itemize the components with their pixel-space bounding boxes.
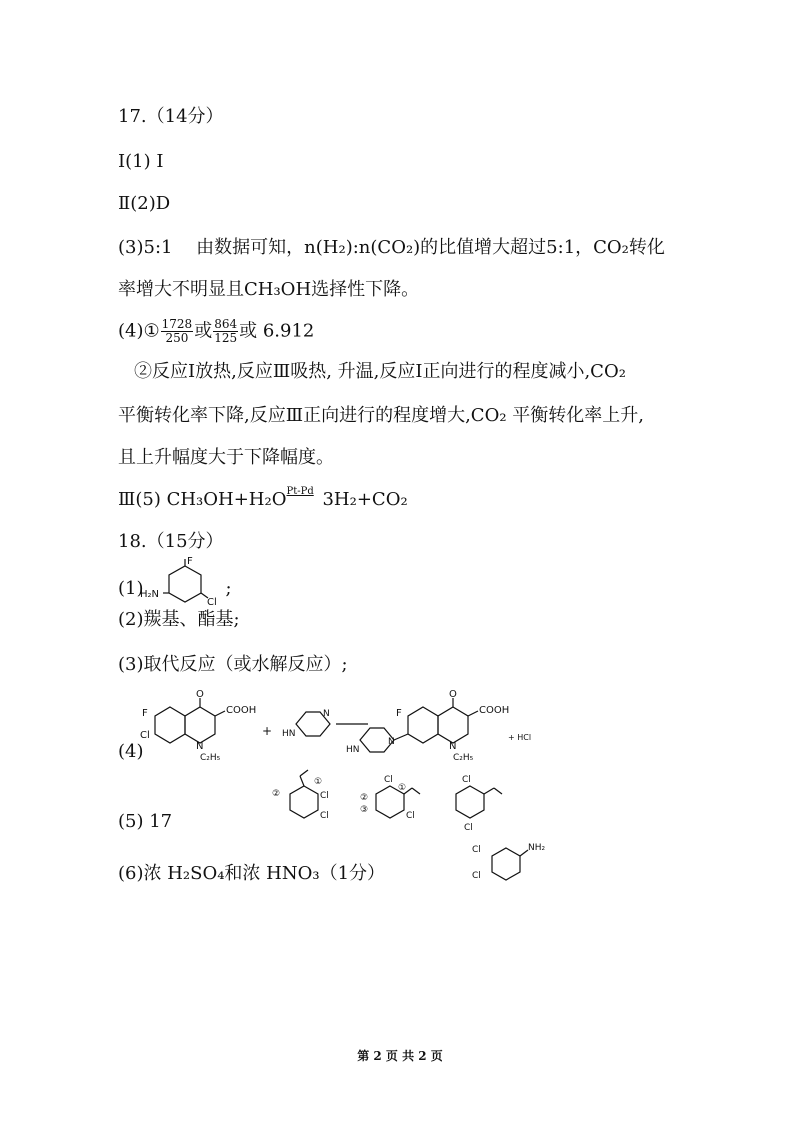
fluoro-label: F (187, 556, 193, 567)
catalyst-label: Pt-Pd (286, 486, 314, 497)
q18-answer-3: (3)取代反应（或水解反应）; (118, 654, 348, 675)
isomer-a-chloro-1: Cl (320, 791, 329, 801)
isomer-c-chloro-1: Cl (462, 775, 471, 785)
isomer-b-circle-1: ① (398, 783, 407, 793)
q18-answer-2: (2)羰基、酯基; (118, 609, 240, 630)
chloro-label: Cl (140, 730, 150, 741)
q17-answer-4b-line1: ②反应Ⅰ放热,反应Ⅲ吸热, 升温,反应Ⅰ正向进行的程度减小,CO₂ (134, 361, 626, 382)
structure-3-chloro-4-fluoroaniline (140, 558, 240, 606)
q18-answer-5: (5) 17 (118, 811, 173, 832)
isomer-b-circle-3: ③ (360, 805, 369, 815)
structure-3-4-dichloroaniline (468, 838, 558, 890)
product-oxo-label: O (449, 689, 457, 700)
product-piperazine-hn-label: HN (346, 745, 360, 755)
hcl-byproduct: + HCl (508, 733, 532, 742)
fraction-numerator: 1728 (161, 317, 193, 331)
q17-answer-3-line1: (3)5:1 由数据可知，n(H₂):n(CO₂)的比值增大超过5:1，CO₂转化 (118, 237, 665, 258)
isomer-c-chloro-2: Cl (464, 823, 473, 833)
circle-2-label: ② (272, 789, 281, 799)
fraction-1728-250 (161, 318, 194, 345)
piperazine-nh-label: N (323, 709, 330, 719)
chloro-label-2: Cl (472, 871, 481, 881)
q17-answer-4b-line2: 平衡转化率下降,反应Ⅲ正向进行的程度增大,CO₂ 平衡转化率上升, (118, 405, 644, 426)
product-ethyl-label: C₂H₅ (453, 753, 474, 763)
q18-answer-4: (4) (118, 741, 144, 762)
circle-1-label: ① (314, 777, 323, 787)
product-piperazine-n-label: N (388, 737, 395, 747)
q17-answer-5 (118, 488, 408, 512)
reaction-arrow (286, 488, 322, 512)
reaction-scheme-4 (140, 689, 550, 763)
equation-reactants: Ⅲ(5) CH₃OH+H₂O (118, 489, 287, 510)
q17-answer-2: Ⅱ(2)D (118, 193, 171, 214)
q17-answer-4-prefix: (4)① (118, 320, 160, 342)
plus-sign: + (262, 724, 273, 738)
chloro-label: Cl (207, 597, 217, 608)
amino-label: H₂N (140, 589, 160, 600)
piperazine-hn-label: HN (282, 729, 296, 739)
q18-header: 18.（15分） (118, 531, 224, 552)
q18-answer-1-prefix: (1) (118, 578, 144, 599)
amino-label: NH₂ (528, 843, 546, 853)
isomer-structures (262, 770, 522, 834)
q17-answer-3-line2: 率增大不明显且CH₃OH选择性下降。 (118, 279, 420, 300)
q18-answer-6: (6)浓 H₂SO₄和浓 HNO₃（1分） (118, 863, 386, 884)
ring-nitrogen-label: N (196, 741, 204, 752)
isomer-a-chloro-2: Cl (320, 811, 329, 821)
product-carboxyl-label: COOH (479, 705, 510, 716)
fraction-864-125 (213, 318, 238, 345)
isomer-b-circle-2: ② (360, 793, 369, 803)
fraction-denominator: 125 (214, 331, 238, 345)
q18-answer-1-suffix: ; (225, 578, 232, 599)
isomer-b-chloro-2: Cl (406, 811, 415, 821)
or-text: 或 (194, 320, 213, 342)
q17-answer-1: Ⅰ(1) Ⅰ (118, 151, 164, 172)
equation-products: 3H₂+CO₂ (322, 489, 408, 510)
product-fluoro-label: F (396, 708, 402, 719)
or-decimal-text: 或 6.912 (239, 320, 315, 342)
carboxyl-label: COOH (226, 705, 257, 716)
q17-header: 17.（14分） (118, 106, 224, 127)
ethyl-label: C₂H₅ (200, 753, 221, 763)
q17-answer-4b-line3: 且上升幅度大于下降幅度。 (118, 447, 334, 468)
fraction-numerator: 864 (214, 317, 238, 331)
fluoro-label: F (142, 708, 148, 719)
q17-answer-4 (118, 318, 314, 345)
fraction-denominator: 250 (165, 331, 189, 345)
product-ring-nitrogen-label: N (449, 741, 457, 752)
isomer-b-chloro-1: Cl (384, 775, 393, 785)
chloro-label-1: Cl (472, 845, 481, 855)
page-footer: 第 2 页 共 2 页 (357, 1049, 443, 1063)
oxo-label: O (196, 689, 204, 700)
